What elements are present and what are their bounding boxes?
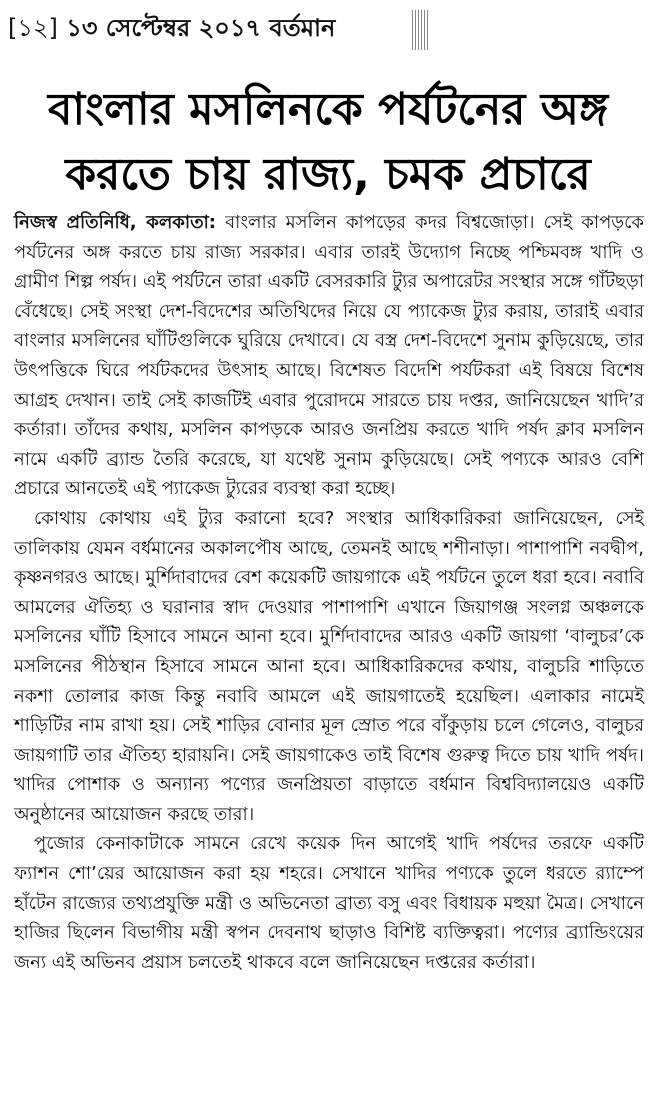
page-number: [১২] — [8, 14, 58, 42]
header-shade-decoration — [412, 10, 428, 50]
publication-date: ১৩ সেপ্টেম্বর ২০১৭ — [66, 14, 261, 42]
page-header — [8, 8, 335, 48]
headline-line-1: বাংলার মসলিনকে পর্যটনের অঙ্গ — [47, 84, 609, 135]
paragraph-text: বাংলার মসলিন কাপড়ের কদর বিশ্বজোড়া। সেই কাপড়কে পর্যটনের অঙ্গ করতে চায় রাজ্য সরকার। এবার তারই উদ্যোগ নিচ্ছে পশ্চিমবঙ্গ খাদি ও গ্রামীণ শিল্প পর্ষদ। এই পর্যটনে তারা একটি বেসরকারি ট্যুর অপারেটর সংস্থার সঙ্গে গাঁটছড়া বেঁধেছে। সেই সংস্থা দেশ-বিদেশের অতিথিদের নিয়ে যে প্যাকেজ ট্যুর করায়, তারাই এবার বাংলার মসলিনের ঘাঁটিগুলিকে ঘুরিয়ে দেখাবে। যে বস্ত্র দেশ-বিদেশে সুনাম কুড়িয়েছে, তার উৎপত্তিকে ঘিরে পর্যটকদের উৎসাহ আছে। বিশেষত বিদেশি পর্যটকরা এই বিষয়ে বিশেষ আগ্রহ দেখান। তাই সেই কাজটিই এবার পুরোদমে সারতে চায় দপ্তর, জানিয়েছেন খাদি’র কর্তারা। তাঁদের কথায়, মসলিন কাপড়কে আরও জনপ্রিয় করতে খাদি পর্ষদ ক্লাব মসলিন নামে একটি ব্র্যান্ড তৈরি করেছে, যা যথেষ্ট সুনাম কুড়িয়েছে। সেই পণ্যকে আরও বেশি প্রচারে আনতেই এই প্যাকেজ ট্যুরের ব্যবস্থা করা হচ্ছে। — [14, 212, 645, 500]
newspaper-name: বর্তমান — [269, 14, 336, 42]
article-body — [14, 208, 644, 977]
article-paragraph-1 — [14, 208, 644, 504]
headline-line-2: করতে চায় রাজ্য, চমক প্রচারে — [65, 149, 591, 200]
dateline: নিজস্ব প্রতিনিধি, কলকাতা: — [14, 212, 216, 233]
article-paragraph-3: পুজোর কেনাকাটাকে সামনে রেখে কয়েক দিন আগেই খাদি পর্ষদের তরফে একটি ফ্যাশন শো’য়ের আয়োজন করা হয় শহরে। সেখানে খাদির পণ্যকে তুলে ধরতে র‌্যাম্পে হাঁটেন রাজ্যের তথ্যপ্রযুক্তি মন্ত্রী ও অভিনেতা ব্রাত্য বসু এবং বিধায়ক মহুয়া মৈত্র। সেখানে হাজির ছিলেন বিভাগীয় মন্ত্রী স্বপন দেবনাথ ছাড়াও বিশিষ্ট ব্যক্তিত্বরা। পণ্যের ব্র্যান্ডিংয়ের জন্য এই অভিনব প্রয়াস চলতেই থাকবে বলে জানিয়েছেন দপ্তরের কর্তারা। — [14, 833, 644, 973]
article-paragraph-2: কোথায় কোথায় এই ট্যুর করানো হবে? সংস্থার আধিকারিকরা জানিয়েছেন, সেই তালিকায় যেমন বর্ধমানের অকালপৌষ আছে, তেমনই আছে শশীনাড়া। পাশাপাশি নবদ্বীপ, কৃষ্ণনগরও আছে। মুর্শিদাবাদের বেশ কয়েকটি জায়গাকে এই পর্যটনে তুলে ধরা হবে। নবাবি আমলের ঐতিহ্য ও ঘরানার স্বাদ দেওয়ার পাশাপাশি এখানে জিয়াগঞ্জ সংলগ্ন অঞ্চলকে মসলিনের ঘাঁটি হিসাবে সামনে আনা হবে। মুর্শিদাবাদের আরও একটি জায়গা ‘বালুচর’কে মসলিনের পীঠস্থান হিসাবে সামনে আনা হবে। আধিকারিকদের কথায়, বালুচরি শাড়িতে নকশা তোলার কাজ কিন্তু নবাবি আমলে এই জায়গাতেই হয়েছিল। এলাকার নামেই শাড়িটির নাম রাখা হয়। সেই শাড়ির বোনার মূল স্রোত পরে বাঁকুড়ায় চলে গেলেও, বালুচর জায়গাটি তার ঐতিহ্য হারায়নি। সেই জায়গাকেও তাই বিশেষ গুরুত্ব দিতে চায় খাদি পর্ষদ। খাদির পোশাক ও অন্যান্য পণ্যের জনপ্রিয়তা বাড়াতে বর্ধমান বিশ্ববিদ্যালয়েও একটি অনুষ্ঠানের আয়োজন করছে তারা। — [14, 507, 644, 825]
